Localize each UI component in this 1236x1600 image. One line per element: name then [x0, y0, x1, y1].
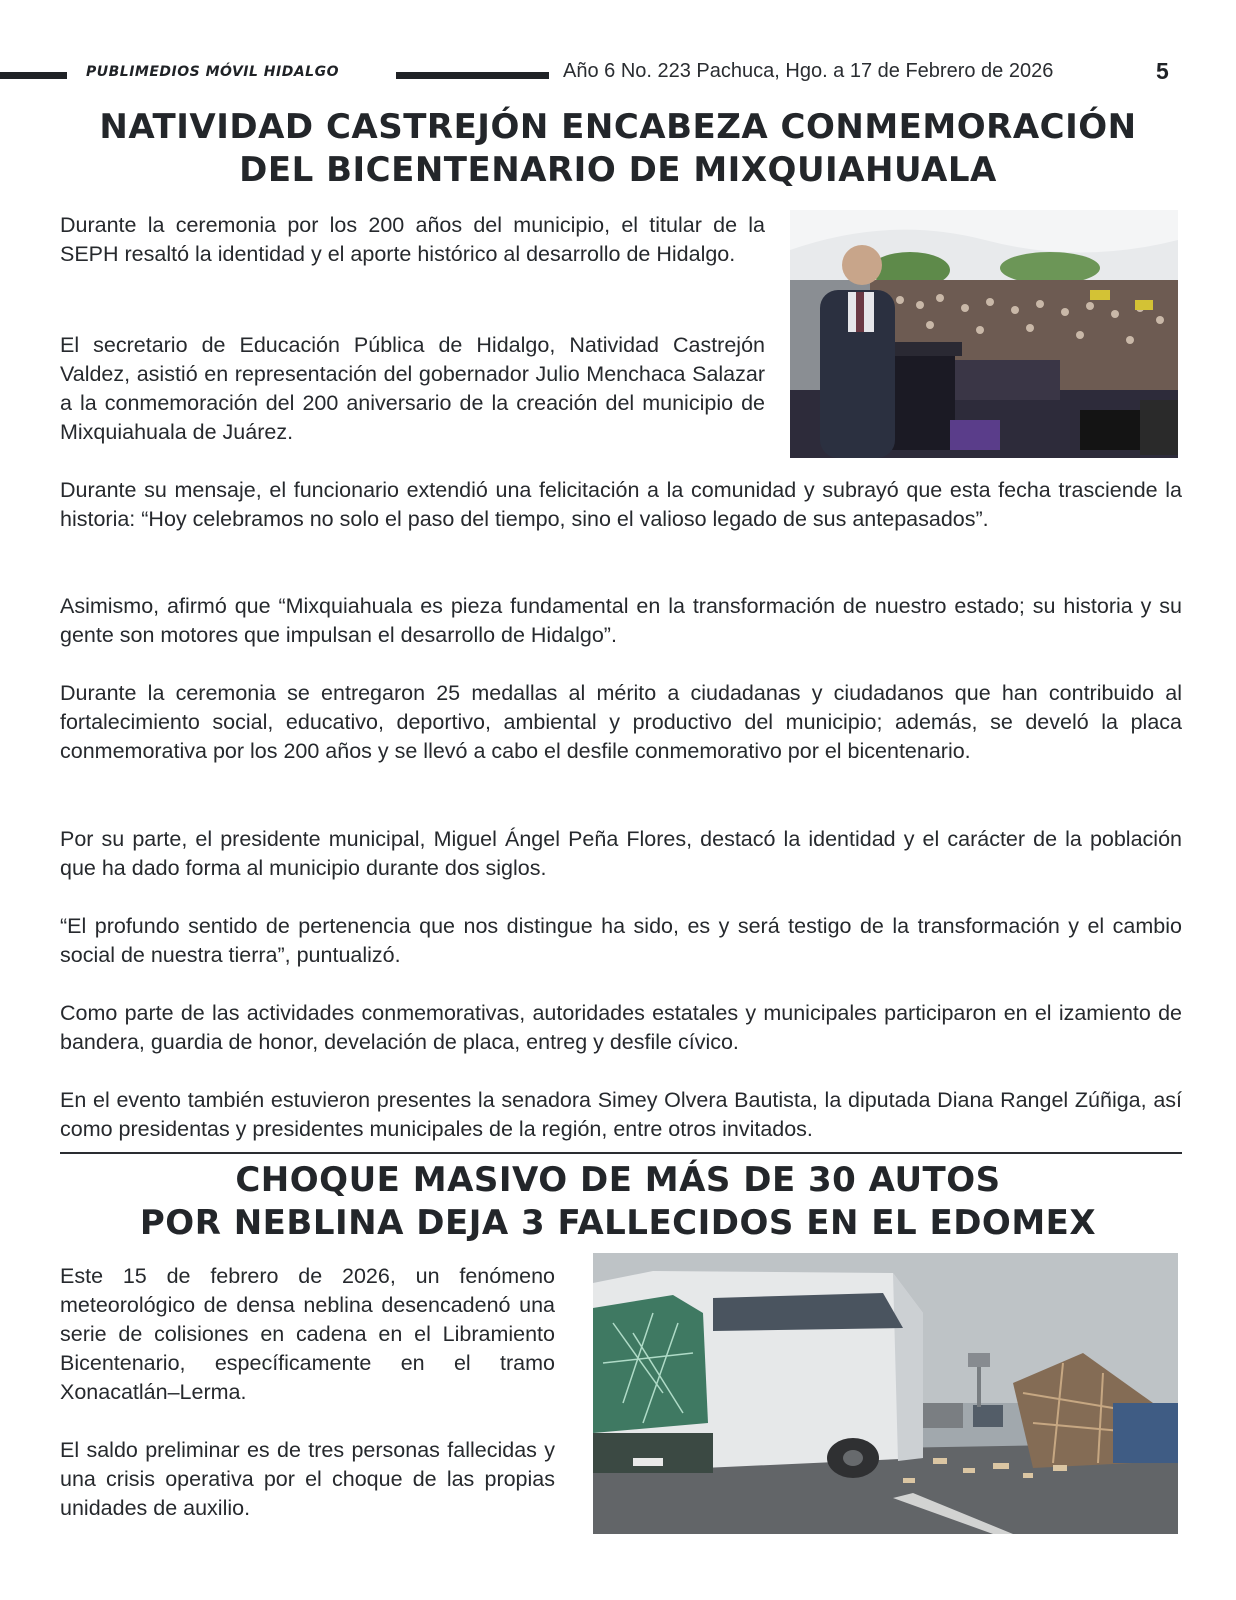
article2-headline: CHOQUE MASIVO DE MÁS DE 30 AUTOS POR NEBLINA DEJA 3 FALLECIDOS EN EL EDOMEX — [139, 1160, 1097, 1243]
article1-paragraph: Asimismo, afirmó que “Mixquiahuala es pieza fundamental en la transformación de nuestro estado; su historia y su gente son motores que impulsan el desarrollo de Hidalgo”. — [60, 594, 1182, 647]
section-divider — [60, 1152, 1182, 1154]
article1-paragraph: Durante la ceremonia por los 200 años del municipio, el titular de la SEPH resaltó la identidad y el aporte histórico al desarrollo de Hidalgo. — [60, 213, 765, 266]
article1-paragraph: Como parte de las actividades conmemorativas, autoridades estatales y municipales participaron en el izamiento de bandera, guardia de honor, develación de placa, entreg y desfile cívico. — [60, 1001, 1182, 1054]
crash-photo — [593, 1253, 1178, 1534]
page-number: 5 — [1156, 58, 1169, 84]
article1-paragraph: El secretario de Educación Pública de Hidalgo, Natividad Castrejón Valdez, asistió en representación del gobernador Julio Menchaca Salazar a la conmemoración del 200 aniversario de la creación del municipio de Mixquiahuala de Juárez. — [60, 333, 765, 444]
header-rule-middle — [396, 72, 549, 79]
article2-paragraph: El saldo preliminar es de tres personas fallecidas y una crisis operativa por el choque de las propias unidades de auxilio. — [60, 1438, 555, 1520]
ceremony-photo — [790, 210, 1178, 458]
article2-paragraph: Este 15 de febrero de 2026, un fenómeno meteorológico de densa neblina desencadenó una serie de colisiones en cadena en el Libramiento Bicentenario, específicamente en el tramo Xonacatlán–Lerma. — [60, 1264, 555, 1404]
publication-brand: PUBLIMEDIOS MÓVIL HIDALGO — [86, 64, 339, 80]
article1-paragraph: Por su parte, el presidente municipal, Miguel Ángel Peña Flores, destacó la identidad y el carácter de la población que ha dado forma al municipio durante dos siglos. — [60, 827, 1182, 880]
article1-headline: NATIVIDAD CASTREJÓN ENCABEZA CONMEMORACIÓN DEL BICENTENARIO DE MIXQUIAHUALA — [99, 107, 1137, 190]
article1-paragraph: En el evento también estuvieron presentes la senadora Simey Olvera Bautista, la diputada Diana Rangel Zúñiga, así como presidentas y presidentes municipales de la región, entre otros invitados. — [60, 1088, 1182, 1141]
header-rule-left — [0, 72, 67, 79]
article1-paragraph: Durante la ceremonia se entregaron 25 medallas al mérito a ciudadanas y ciudadanos que han contribuido al fortalecimiento social, educativo, deportivo, ambiental y productivo del municipio; además, se develó la placa conmemorativa por los 200 años y se llevó a cabo el desfile conmemorativo por el bicentenario. — [60, 681, 1182, 763]
page-header — [0, 58, 1236, 94]
article1-paragraph: Durante su mensaje, el funcionario extendió una felicitación a la comunidad y subrayó que esta fecha trasciende la historia: “Hoy celebramos no solo el paso del tiempo, sino el valioso legado de sus antepasados”. — [60, 478, 1182, 531]
issue-info: Año 6 No. 223 Pachuca, Hgo. a 17 de Febrero de 2026 — [563, 60, 1054, 82]
article1-paragraph: “El profundo sentido de pertenencia que nos distingue ha sido, es y será testigo de la transformación y el cambio social de nuestra tierra”, puntualizó. — [60, 914, 1182, 967]
